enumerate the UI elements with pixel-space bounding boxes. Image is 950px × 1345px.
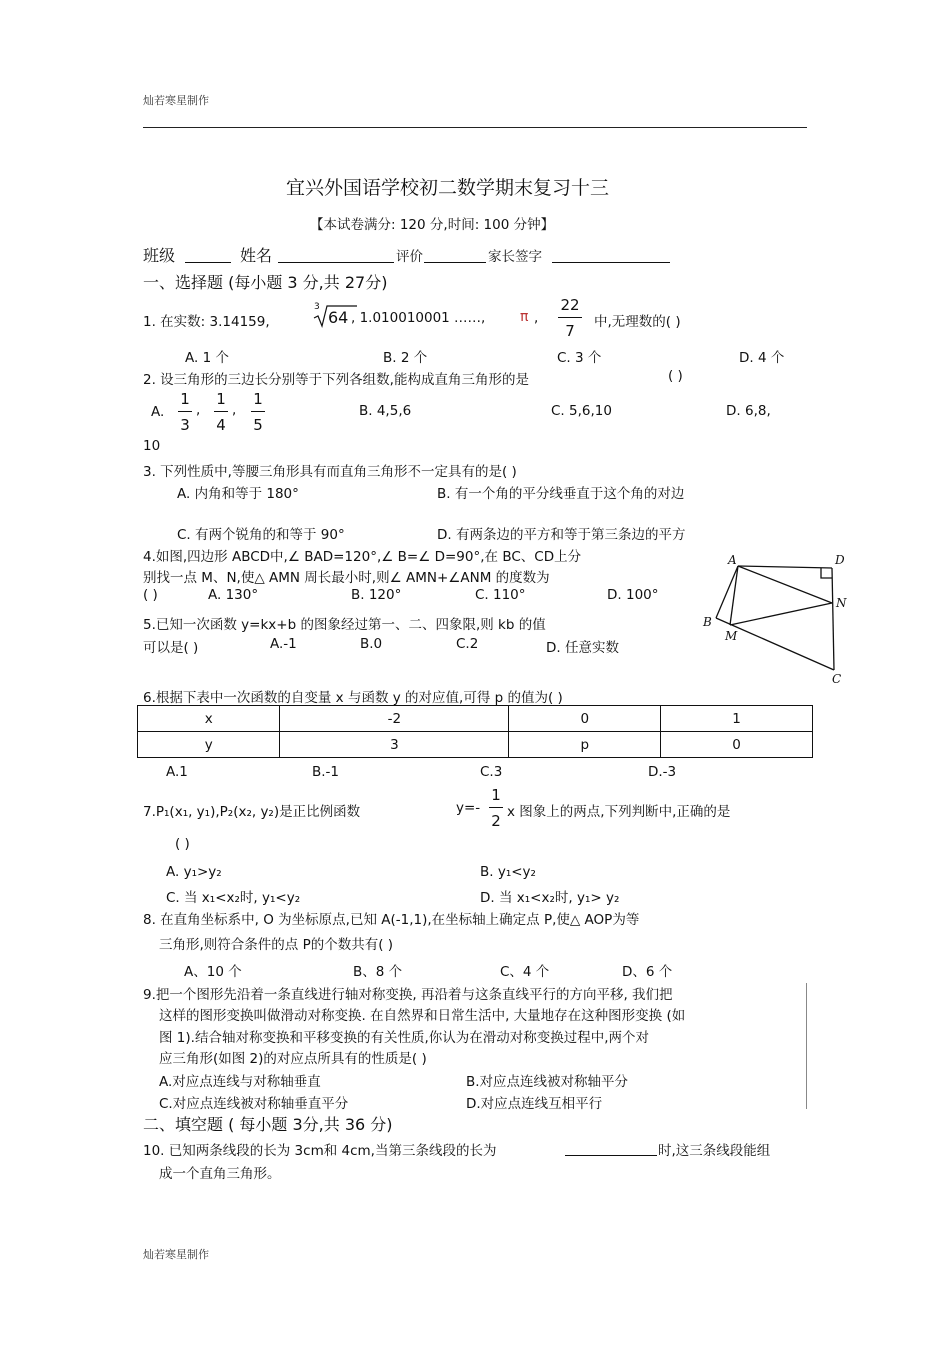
- q2-frac-1-num: 1: [180, 390, 190, 408]
- q1-frac-den: 7: [565, 322, 575, 340]
- header-rule: [143, 127, 807, 128]
- q2-option-a-label[interactable]: A.: [151, 404, 165, 420]
- q7-option-d[interactable]: D. 当 x₁<x₂时, y₁> y₂: [480, 890, 620, 906]
- q3-option-c[interactable]: C. 有两个锐角的和等于 90°: [177, 527, 345, 543]
- q7-frac-den: 2: [491, 812, 501, 830]
- q2-sep-1: ,: [196, 402, 201, 418]
- class-label: 班级: [143, 246, 176, 265]
- q4-option-d[interactable]: D. 100°: [607, 587, 659, 603]
- q4-line-1: 4.如图,四边形 ABCD中,∠ BAD=120°,∠ B=∠ D=90°,在 BC、CD上分: [143, 549, 582, 565]
- q9-line-1: 9.把一个图形先沿着一条直线进行轴对称变换, 再沿着与这条直线平行的方向平移, 我们把: [143, 987, 673, 1003]
- q1-frac-num: 22: [560, 296, 580, 314]
- q7-option-c[interactable]: C. 当 x₁<x₂时, y₁<y₂: [166, 890, 301, 906]
- q1-option-b[interactable]: B. 2 个: [383, 350, 428, 366]
- page-subtitle: 【本试卷满分: 120 分,时间: 100 分钟】: [310, 217, 555, 233]
- q8-option-d[interactable]: D、6 个: [622, 964, 673, 980]
- parent-sign-label: 家长签字: [488, 249, 542, 265]
- q8-line-2: 三角形,则符合条件的点 P的个数共有( ): [159, 937, 394, 953]
- q5-option-a[interactable]: A.-1: [270, 636, 297, 652]
- q1-radicand: 64: [328, 308, 349, 327]
- q2-frac-2-den: 4: [216, 416, 226, 434]
- q9-line-4: 应三角形(如图 2)的对应点所具有的性质是( ): [159, 1051, 427, 1067]
- q5-option-b[interactable]: B.0: [360, 636, 383, 652]
- q9-right-border: [806, 983, 807, 1109]
- q10-text-b: 时,这三条线段能组: [658, 1143, 771, 1159]
- q2-frac-3-bar: [251, 411, 265, 412]
- label-a: A: [728, 553, 737, 567]
- q2-frac-2-bar: [214, 411, 228, 412]
- q10-line-2: 成一个直角三角形。: [159, 1166, 281, 1182]
- q3-option-d[interactable]: D. 有两条边的平方和等于第三条边的平方: [437, 527, 686, 543]
- name-label: 姓名: [240, 246, 273, 265]
- page-title: 宜兴外国语学校初二数学期末复习十三: [286, 177, 610, 199]
- q4-option-b[interactable]: B. 120°: [351, 587, 402, 603]
- q3-text: 3. 下列性质中,等腰三角形具有而直角三角形不一定具有的是( ): [143, 464, 517, 480]
- q2-frac-3-den: 5: [253, 416, 263, 434]
- q2-sep-2: ,: [232, 402, 237, 418]
- q8-option-b[interactable]: B、8 个: [353, 964, 403, 980]
- q7-frac-num: 1: [491, 786, 501, 804]
- q9-line-2: 这样的图形变换叫做滑动对称变换. 在自然界和日常生活中, 大量地存在这种图形变换 (如: [159, 1008, 686, 1024]
- right-angle-mark: [821, 568, 832, 578]
- q5-line-1: 5.已知一次函数 y=kx+b 的图象经过第一、二、四象限,则 kb 的值: [143, 617, 546, 633]
- q1-cube-index: 3: [314, 302, 320, 312]
- q1-text-a: 1. 在实数: 3.14159,: [143, 314, 270, 330]
- name-blank[interactable]: [278, 262, 394, 263]
- q2-frac-3: [251, 390, 265, 434]
- q1-text-c: 中,无理数的( ): [594, 314, 681, 330]
- q2-frac-3-num: 1: [253, 390, 263, 408]
- table-cell: p: [509, 732, 661, 758]
- q2-frac-2: [214, 390, 228, 434]
- q2-text: 2. 设三角形的三边长分别等于下列各组数,能构成直角三角形的是: [143, 372, 529, 388]
- q2-paren: ( ): [668, 368, 683, 384]
- q7-func: y=-: [456, 800, 481, 816]
- q8-line-1: 8. 在直角坐标系中, O 为坐标原点,已知 A(-1,1),在坐标轴上确定点 P,使△ AOP为等: [143, 912, 640, 928]
- q1-option-d[interactable]: D. 4 个: [739, 350, 785, 366]
- q9-option-c[interactable]: C.对应点连线被对称轴垂直平分: [159, 1096, 349, 1112]
- q2-option-d[interactable]: D. 6,8,: [726, 403, 771, 419]
- q6-option-a[interactable]: A.1: [166, 764, 188, 780]
- q4-line-2: 别找一点 M、N,使△ AMN 周长最小时,则∠ AMN+∠ANM 的度数为: [143, 570, 550, 586]
- q9-line-3: 图 1).结合轴对称变换和平移变换的有关性质,你认为在滑动对称变换过程中,两个对: [159, 1030, 650, 1046]
- table-cell: 0: [661, 732, 813, 758]
- q2-option-d-wrap: 10: [143, 438, 161, 454]
- q9-option-b[interactable]: B.对应点连线被对称轴平分: [466, 1074, 629, 1090]
- q7-fraction: [489, 786, 503, 830]
- edge-bc: [716, 618, 834, 670]
- segment-an: [738, 566, 832, 603]
- label-d: D: [835, 553, 845, 567]
- page-header: 灿若寒星制作: [143, 94, 209, 107]
- section-fill-heading: 二、填空题 ( 每小题 3分,共 36 分): [143, 1115, 393, 1134]
- table-cell: y: [138, 732, 280, 758]
- segment-mn: [730, 603, 832, 625]
- q4-paren: ( ): [143, 587, 158, 603]
- q2-frac-1: [178, 390, 192, 434]
- q9-option-a[interactable]: A.对应点连线与对称轴垂直: [159, 1074, 321, 1090]
- table-row: [138, 732, 813, 758]
- table-cell: x: [138, 706, 280, 732]
- q5-line-2-lead: 可以是( ): [143, 640, 199, 656]
- q1-pi: π: [520, 309, 529, 325]
- q7-paren: ( ): [175, 836, 190, 852]
- q5-option-d[interactable]: D. 任意实数: [546, 640, 619, 656]
- label-b: B: [703, 615, 712, 629]
- q1-frac-bar: [558, 317, 582, 318]
- page-footer: 灿若寒星制作: [143, 1248, 209, 1261]
- q2-option-c[interactable]: C. 5,6,10: [551, 403, 612, 419]
- q3-option-a[interactable]: A. 内角和等于 180°: [177, 486, 299, 502]
- q2-frac-1-den: 3: [180, 416, 190, 434]
- q6-option-b[interactable]: B.-1: [312, 764, 340, 780]
- q1-text-b: , 1.010010001 ……,: [351, 310, 486, 326]
- q6-value-table: [137, 705, 813, 758]
- q10-answer-blank[interactable]: [565, 1155, 657, 1156]
- q1-option-a[interactable]: A. 1 个: [185, 350, 229, 366]
- q7-option-a[interactable]: A. y₁>y₂: [166, 864, 222, 880]
- table-cell: 3: [280, 732, 509, 758]
- q1-option-c[interactable]: C. 3 个: [557, 350, 602, 366]
- q4-option-a[interactable]: A. 130°: [208, 587, 259, 603]
- q8-option-a[interactable]: A、10 个: [184, 964, 242, 980]
- table-row: [138, 706, 813, 732]
- q6-text: 6.根据下表中一次函数的自变量 x 与函数 y 的对应值,可得 p 的值为( ): [143, 690, 563, 706]
- label-n: N: [836, 596, 847, 610]
- q6-option-d[interactable]: D.-3: [648, 764, 677, 780]
- table-cell: 0: [509, 706, 661, 732]
- q4-option-c[interactable]: C. 110°: [475, 587, 526, 603]
- q9-option-d[interactable]: D.对应点连线互相平行: [466, 1096, 603, 1112]
- parent-sign-blank[interactable]: [552, 262, 670, 263]
- q7-text-a: 7.P₁(x₁, y₁),P₂(x₂, y₂)是正比例函数: [143, 804, 361, 820]
- q6-option-c[interactable]: C.3: [480, 764, 503, 780]
- q5-option-c[interactable]: C.2: [456, 636, 479, 652]
- eval-blank[interactable]: [424, 262, 486, 263]
- q1-comma: ,: [534, 310, 539, 326]
- q7-frac-bar: [489, 807, 503, 808]
- q2-frac-1-bar: [178, 411, 192, 412]
- label-c: C: [832, 672, 842, 686]
- q2-option-b[interactable]: B. 4,5,6: [359, 403, 412, 419]
- class-blank[interactable]: [185, 262, 231, 263]
- table-cell: 1: [661, 706, 813, 732]
- q1-fraction: [558, 296, 582, 340]
- section-choice-heading: 一、选择题 (每小题 3 分,共 27分): [143, 273, 388, 292]
- quadrilateral-figure: [696, 550, 856, 690]
- label-m: M: [725, 629, 738, 643]
- q7-text-b: x 图象上的两点,下列判断中,正确的是: [507, 804, 731, 820]
- q10-text-a: 10. 已知两条线段的长为 3cm和 4cm,当第三条线段的长为: [143, 1143, 497, 1159]
- edge-dc: [832, 568, 834, 670]
- table-cell: -2: [280, 706, 509, 732]
- q3-option-b[interactable]: B. 有一个角的平分线垂直于这个角的对边: [437, 486, 685, 502]
- q8-option-c[interactable]: C、4 个: [500, 964, 550, 980]
- eval-label: 评价: [396, 249, 423, 265]
- q7-option-b[interactable]: B. y₁<y₂: [480, 864, 536, 880]
- edge-ad: [738, 566, 832, 568]
- q2-frac-2-num: 1: [216, 390, 226, 408]
